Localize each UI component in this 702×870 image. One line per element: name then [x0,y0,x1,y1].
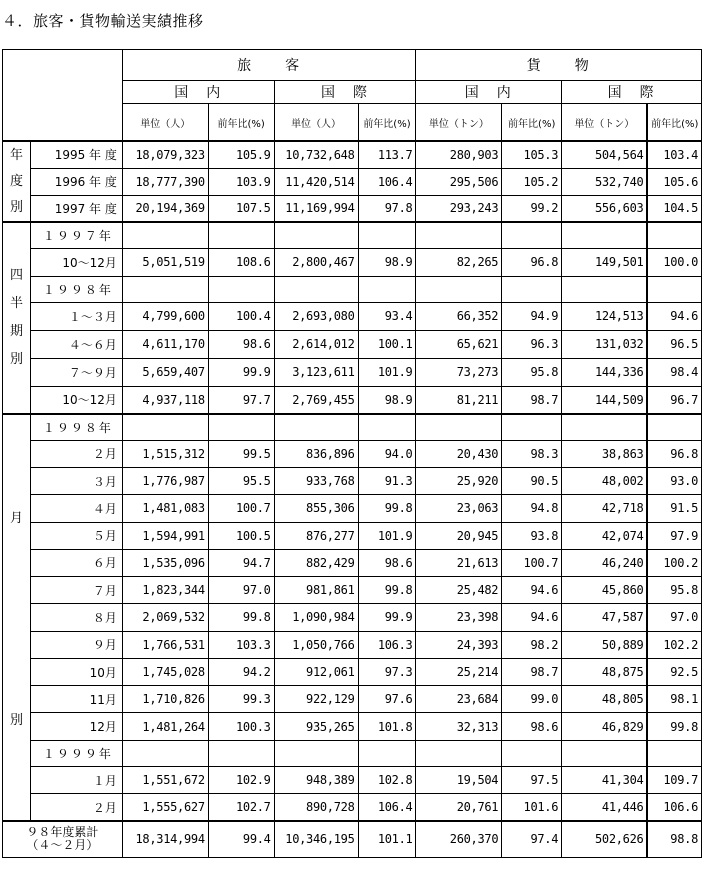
cell-pd: 1,745,028 [122,658,208,685]
cell-pir: 106.3 [358,631,416,658]
cell-ci: 556,603 [562,195,648,222]
cell-cir: 94.6 [647,302,701,330]
cell-pd: 18,079,323 [122,141,208,168]
cell-pdr: 94.7 [208,549,274,576]
cell-ci: 48,002 [562,468,648,495]
cell-cdr: 98.2 [502,631,562,658]
side-char: 年 [9,147,23,163]
cell-pd: 5,051,519 [122,248,208,276]
empty-cell [647,414,701,440]
cell-pdr: 100.3 [208,713,274,740]
cell-pdr: 99.9 [208,358,274,386]
year-subheading: １９９８年 [30,276,122,302]
cell-cd: 66,352 [416,302,502,330]
cell-pdr: 103.9 [208,168,274,195]
cell-cdr: 101.6 [502,794,562,821]
cell-pd: 1,515,312 [122,440,208,467]
empty-cell [416,740,502,766]
cell-pi: 855,306 [274,495,358,522]
cell-cir: 96.8 [647,440,701,467]
cell-cir: 96.7 [647,386,701,414]
empty-cell [562,414,648,440]
cell-cd: 295,506 [416,168,502,195]
cell-cd: 24,393 [416,631,502,658]
cell-cdr: 94.6 [502,604,562,631]
cell-pd: 1,823,344 [122,577,208,604]
cell-cd: 20,430 [416,440,502,467]
cell-pd: 20,194,369 [122,195,208,222]
cell-cir: 97.0 [647,604,701,631]
table-row [3,195,702,222]
cell-pd: 1,481,083 [122,495,208,522]
side-char: 度 [9,173,23,189]
cell-pdr: 99.4 [208,821,274,857]
cell-cir: 92.5 [647,658,701,685]
cell-pi: 2,614,012 [274,330,358,358]
cell-cdr: 93.8 [502,522,562,549]
cell-pd: 1,594,991 [122,522,208,549]
table-row [3,740,702,766]
cell-cd: 20,945 [416,522,502,549]
empty-cell [502,276,562,302]
row-label: ４～６月 [30,330,122,358]
cell-pd: 1,551,672 [122,766,208,793]
year-subheading: １９９９年 [30,740,122,766]
cell-cir: 105.6 [647,168,701,195]
cell-pd: 18,777,390 [122,168,208,195]
cell-cdr: 96.3 [502,330,562,358]
cell-ci: 42,074 [562,522,648,549]
cell-pdr: 97.0 [208,577,274,604]
empty-cell [122,740,208,766]
cell-cir: 109.7 [647,766,701,793]
cell-pdr: 99.8 [208,604,274,631]
yoy-header: 前年比(%) [358,104,416,142]
cell-cdr: 98.7 [502,386,562,414]
empty-cell [122,276,208,302]
table-body [3,141,702,857]
cell-ci: 45,860 [562,577,648,604]
cell-pdr: 105.9 [208,141,274,168]
cell-pir: 97.8 [358,195,416,222]
cell-pi: 922,129 [274,686,358,713]
cell-pdr: 100.7 [208,495,274,522]
table-row [3,386,702,414]
cell-pi: 890,728 [274,794,358,821]
cell-pir: 106.4 [358,794,416,821]
cell-cir: 102.2 [647,631,701,658]
side-label-annual [3,141,31,222]
cell-pi: 948,389 [274,766,358,793]
table-row [3,495,702,522]
table-row [3,468,702,495]
cell-cdr: 94.8 [502,495,562,522]
row-label: ７月 [30,577,122,604]
cell-cdr: 94.6 [502,577,562,604]
cell-cd: 65,621 [416,330,502,358]
header-corner [3,50,123,142]
cell-ci: 131,032 [562,330,648,358]
side-char: 別 [9,713,23,729]
cell-pir: 99.9 [358,604,416,631]
cell-pd: 1,766,531 [122,631,208,658]
empty-cell [502,222,562,248]
cell-cd: 19,504 [416,766,502,793]
table-row [3,766,702,793]
cell-cd: 260,370 [416,821,502,857]
unit-header: 単位（人） [122,104,208,142]
table-row [3,248,702,276]
cell-cir: 96.5 [647,330,701,358]
header-passenger-international: 国 際 [274,81,416,104]
empty-cell [208,414,274,440]
side-char: 月 [9,510,23,526]
empty-cell [274,276,358,302]
cell-pir: 97.3 [358,658,416,685]
cell-cir: 97.9 [647,522,701,549]
cell-pdr: 99.3 [208,686,274,713]
row-label: 12月 [30,713,122,740]
row-label: ８月 [30,604,122,631]
header-cargo-international: 国 際 [562,81,702,104]
cell-pi: 876,277 [274,522,358,549]
cell-cd: 21,613 [416,549,502,576]
cell-cdr: 99.2 [502,195,562,222]
cell-cir: 93.0 [647,468,701,495]
row-label: ２月 [30,440,122,467]
cell-cd: 23,398 [416,604,502,631]
yoy-header: 前年比(%) [502,104,562,142]
table-row [3,414,702,440]
cell-cdr: 98.7 [502,658,562,685]
cell-pir: 94.0 [358,440,416,467]
cell-cdr: 90.5 [502,468,562,495]
cell-pir: 100.1 [358,330,416,358]
yoy-header: 前年比(%) [647,104,701,142]
cell-pd: 1,776,987 [122,468,208,495]
cell-pdr: 97.7 [208,386,274,414]
page-title: ４．旅客・貨物輸送実績推移 [2,12,204,30]
cell-pdr: 100.5 [208,522,274,549]
empty-cell [647,276,701,302]
cell-pir: 101.1 [358,821,416,857]
row-label: 10～12月 [30,248,122,276]
row-label: ５月 [30,522,122,549]
table-row [3,302,702,330]
cell-pi: 2,800,467 [274,248,358,276]
table-row [3,168,702,195]
cell-pd: 1,555,627 [122,794,208,821]
cell-pi: 2,769,455 [274,386,358,414]
cell-ci: 532,740 [562,168,648,195]
row-label: ４月 [30,495,122,522]
cell-pir: 97.6 [358,686,416,713]
row-label: 10月 [30,658,122,685]
cell-pir: 98.6 [358,549,416,576]
cell-pi: 912,061 [274,658,358,685]
empty-cell [122,222,208,248]
table-row [3,658,702,685]
table-row [3,631,702,658]
side-char: 半 [9,296,23,311]
cell-pir: 101.9 [358,522,416,549]
table-row [3,794,702,821]
cell-cd: 81,211 [416,386,502,414]
header-passenger: 旅 客 [122,50,416,81]
table-row [3,549,702,576]
empty-cell [274,740,358,766]
table-header [3,50,702,142]
table-row [3,222,702,248]
cell-cdr: 98.6 [502,713,562,740]
cell-pir: 102.8 [358,766,416,793]
row-label: １～３月 [30,302,122,330]
cell-pd: 4,799,600 [122,302,208,330]
cell-pi: 11,420,514 [274,168,358,195]
cell-ci: 38,863 [562,440,648,467]
cell-pi: 981,861 [274,577,358,604]
cell-ci: 144,509 [562,386,648,414]
side-char: 別 [9,199,23,215]
cell-cdr: 97.5 [502,766,562,793]
cell-cdr: 97.4 [502,821,562,857]
table-row [3,604,702,631]
cell-pi: 935,265 [274,713,358,740]
cell-pd: 18,314,994 [122,821,208,857]
cell-cir: 91.5 [647,495,701,522]
cell-pir: 98.9 [358,386,416,414]
empty-cell [208,276,274,302]
cell-pi: 836,896 [274,440,358,467]
side-char: 四 [9,268,23,283]
cell-ci: 41,446 [562,794,648,821]
unit-header: 単位（トン） [562,104,648,142]
table-row [3,440,702,467]
yoy-header: 前年比(%) [208,104,274,142]
table-row [3,713,702,740]
cell-pd: 4,937,118 [122,386,208,414]
cell-cir: 98.8 [647,821,701,857]
cell-pdr: 95.5 [208,468,274,495]
cell-pdr: 94.2 [208,658,274,685]
cell-cdr: 99.0 [502,686,562,713]
empty-cell [208,740,274,766]
cell-ci: 48,805 [562,686,648,713]
cell-ci: 41,304 [562,766,648,793]
empty-cell [502,740,562,766]
row-label: 1997 年 度 [30,195,122,222]
cell-pd: 5,659,407 [122,358,208,386]
cell-ci: 149,501 [562,248,648,276]
cell-cd: 73,273 [416,358,502,386]
cell-ci: 46,829 [562,713,648,740]
empty-cell [208,222,274,248]
cell-pi: 933,768 [274,468,358,495]
cell-ci: 124,513 [562,302,648,330]
cell-ci: 504,564 [562,141,648,168]
cell-pir: 98.9 [358,248,416,276]
cell-pd: 1,535,096 [122,549,208,576]
cell-cd: 25,920 [416,468,502,495]
cell-cd: 25,214 [416,658,502,685]
cell-pi: 1,090,984 [274,604,358,631]
cell-cir: 95.8 [647,577,701,604]
cell-ci: 46,240 [562,549,648,576]
cell-cd: 20,761 [416,794,502,821]
cell-ci: 42,718 [562,495,648,522]
cell-cdr: 96.8 [502,248,562,276]
empty-cell [562,276,648,302]
cell-pir: 106.4 [358,168,416,195]
cell-ci: 50,889 [562,631,648,658]
cell-cir: 100.0 [647,248,701,276]
side-char: 別 [9,352,23,367]
row-label: ９月 [30,631,122,658]
row-label: ６月 [30,549,122,576]
cell-pdr: 103.3 [208,631,274,658]
table-row [3,522,702,549]
cell-cir: 100.2 [647,549,701,576]
cell-cdr: 98.3 [502,440,562,467]
row-label: 10～12月 [30,386,122,414]
cell-ci: 502,626 [562,821,648,857]
year-subheading: １９９７年 [30,222,122,248]
empty-cell [647,222,701,248]
cell-pi: 10,346,195 [274,821,358,857]
empty-cell [358,740,416,766]
cell-pdr: 108.6 [208,248,274,276]
cell-pir: 91.3 [358,468,416,495]
empty-cell [274,414,358,440]
cell-pdr: 107.5 [208,195,274,222]
cell-pdr: 100.4 [208,302,274,330]
cell-cdr: 95.8 [502,358,562,386]
header-passenger-domestic: 国 内 [122,81,274,104]
unit-header: 単位（人） [274,104,358,142]
cell-cdr: 105.3 [502,141,562,168]
empty-cell [502,414,562,440]
cell-cd: 82,265 [416,248,502,276]
cell-pdr: 99.5 [208,440,274,467]
empty-cell [122,414,208,440]
side-char: 期 [9,324,23,339]
cell-pi: 11,169,994 [274,195,358,222]
empty-cell [274,222,358,248]
cell-pi: 1,050,766 [274,631,358,658]
cell-cd: 32,313 [416,713,502,740]
row-label: 11月 [30,686,122,713]
empty-cell [647,740,701,766]
cell-pdr: 102.9 [208,766,274,793]
cell-cd: 23,684 [416,686,502,713]
empty-cell [358,414,416,440]
cell-pir: 99.8 [358,577,416,604]
cell-cdr: 94.9 [502,302,562,330]
table-row [3,577,702,604]
row-label: 1995 年 度 [30,141,122,168]
table-row [3,686,702,713]
cell-ci: 48,875 [562,658,648,685]
cell-pir: 101.9 [358,358,416,386]
table-row [3,330,702,358]
cell-pd: 1,481,264 [122,713,208,740]
unit-header: 単位（トン） [416,104,502,142]
empty-cell [358,222,416,248]
year-subheading: １９９８年 [30,414,122,440]
total-row [3,821,702,857]
cell-pir: 113.7 [358,141,416,168]
empty-cell [416,276,502,302]
cell-pd: 2,069,532 [122,604,208,631]
cell-cdr: 105.2 [502,168,562,195]
cell-ci: 47,587 [562,604,648,631]
header-cargo-domestic: 国 内 [416,81,562,104]
side-label-monthly [3,414,31,821]
row-label: ７～９月 [30,358,122,386]
empty-cell [416,222,502,248]
cell-cd: 280,903 [416,141,502,168]
cell-cdr: 100.7 [502,549,562,576]
total-label [3,821,123,857]
table-row [3,276,702,302]
cell-pir: 93.4 [358,302,416,330]
cell-cd: 293,243 [416,195,502,222]
cell-pir: 99.8 [358,495,416,522]
cell-pd: 4,611,170 [122,330,208,358]
table-row [3,358,702,386]
cell-cir: 98.4 [647,358,701,386]
cell-cir: 106.6 [647,794,701,821]
cell-pi: 882,429 [274,549,358,576]
row-label: ２月 [30,794,122,821]
cell-cir: 103.4 [647,141,701,168]
row-label: １月 [30,766,122,793]
empty-cell [358,276,416,302]
cell-pir: 101.8 [358,713,416,740]
cell-ci: 144,336 [562,358,648,386]
cell-cir: 99.8 [647,713,701,740]
cell-cd: 23,063 [416,495,502,522]
cell-cir: 98.1 [647,686,701,713]
cell-pd: 1,710,826 [122,686,208,713]
empty-cell [416,414,502,440]
cell-pi: 2,693,080 [274,302,358,330]
cell-cir: 104.5 [647,195,701,222]
empty-cell [562,222,648,248]
row-label: ３月 [30,468,122,495]
total-label-line2: （４～２月） [26,838,99,853]
header-cargo: 貨 物 [416,50,702,81]
cell-pi: 3,123,611 [274,358,358,386]
transport-results-table [2,49,702,858]
side-label-quarterly [3,222,31,414]
cell-cd: 25,482 [416,577,502,604]
total-label-line1: ９８年度累計 [26,825,99,840]
empty-cell [562,740,648,766]
table-row [3,141,702,168]
cell-pi: 10,732,648 [274,141,358,168]
row-label: 1996 年 度 [30,168,122,195]
cell-pdr: 102.7 [208,794,274,821]
cell-pdr: 98.6 [208,330,274,358]
